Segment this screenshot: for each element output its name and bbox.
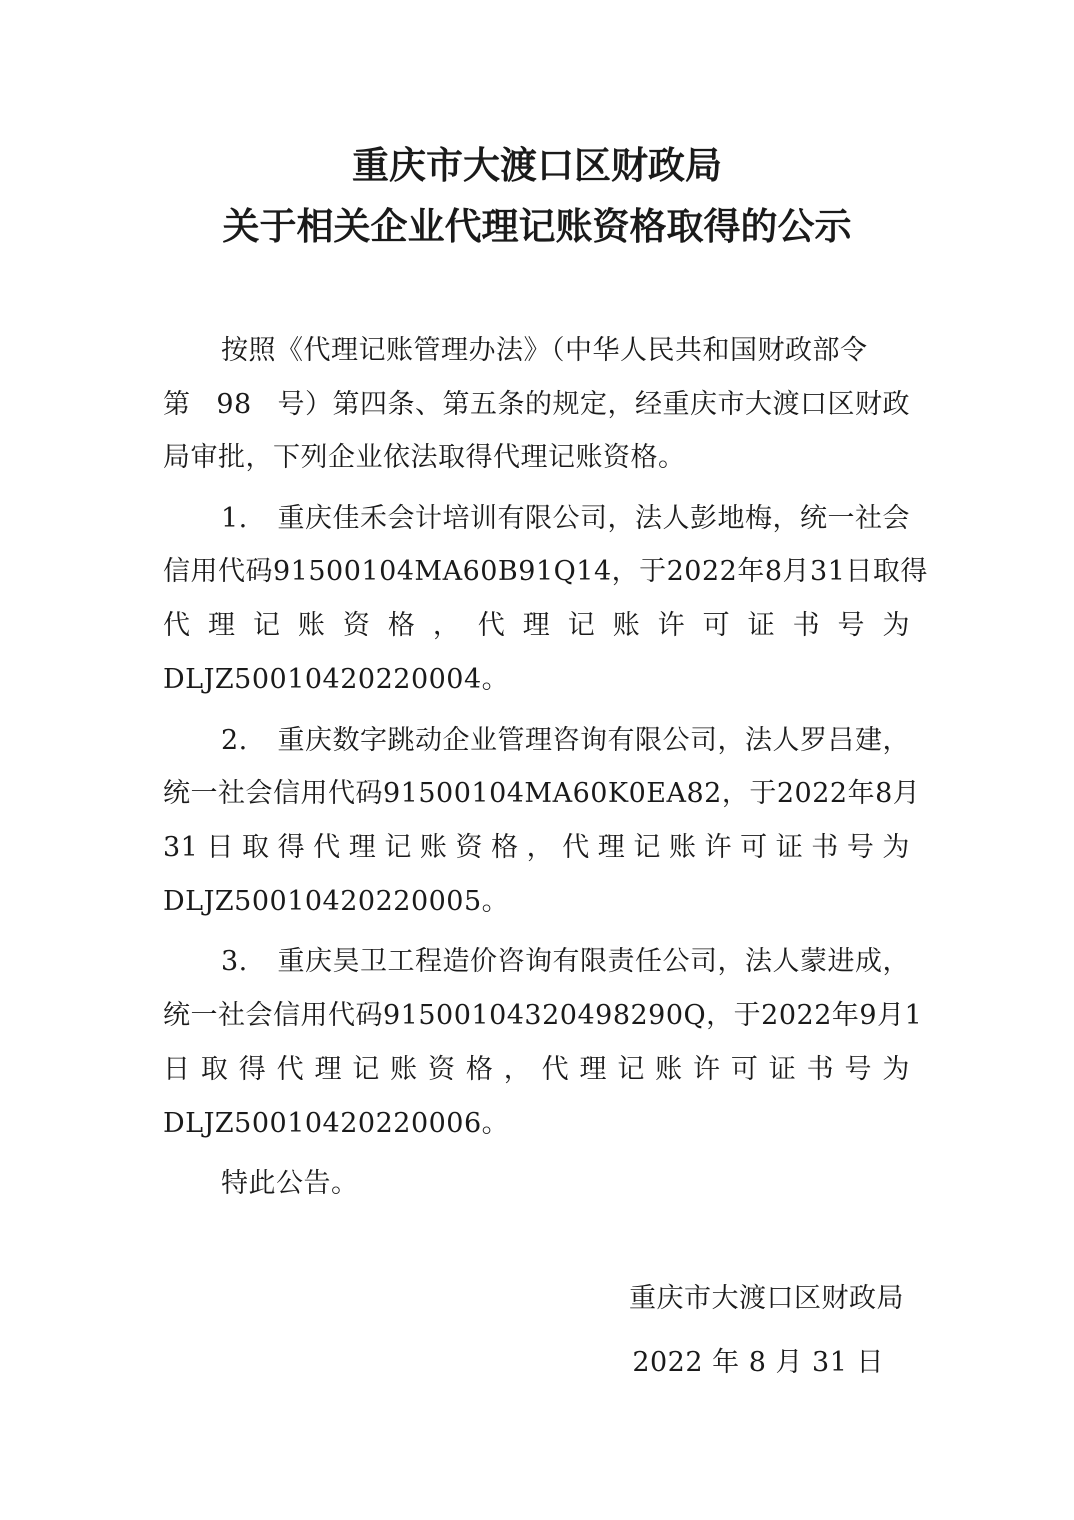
- item-2-line-3: 31 日 取 得 代 理 记 账 资 格 ， 代 理 记 账 许 可 证 书 号 为: [163, 832, 910, 863]
- intro-line-2: 第 98 号）第四条、第五条的规定，经重庆市大渡口区财政: [163, 389, 910, 420]
- item-1-line-3: 代 理 记 账 资 格 ， 代 理 记 账 许 可 证 书 号 为: [163, 610, 910, 641]
- item-1-line-2: 信用代码 91500104MA60B91Q14，于 2022 年 8 月 31 日取得: [163, 556, 928, 587]
- signature-org: 重庆市大渡口区财政局: [629, 1283, 904, 1314]
- item-2-line-1: 2. 重庆数字跳动企业管理咨询有限公司，法人罗吕建，: [221, 725, 910, 756]
- item-3-line-3: 日 取 得 代 理 记 账 资 格 ， 代 理 记 账 许 可 证 书 号 为: [163, 1054, 910, 1085]
- intro-line-1: 按照《代理记账管理办法》（中华人民共和国财政部令: [221, 335, 868, 366]
- title-line-2: 关于相关企业代理记账资格取得的公示: [222, 204, 852, 248]
- intro-line-3: 局审批，下列企业依法取得代理记账资格。: [163, 442, 686, 473]
- signature-date: 2022 年 8 月 31 日: [632, 1347, 884, 1378]
- item-3-line-4: DLJZ50010420220006。: [163, 1108, 510, 1139]
- item-1-line-1: 1. 重庆佳禾会计培训有限公司，法人彭地梅，统一社会: [221, 503, 910, 534]
- title-line-1: 重庆市大渡口区财政局: [352, 143, 722, 187]
- item-3-line-1: 3. 重庆昊卫工程造价咨询有限责任公司，法人蒙进成，: [221, 946, 910, 977]
- item-2-line-2: 统一社会信用代码 91500104MA60K0EA82，于 2022 年 8 月: [163, 778, 921, 809]
- closing-text: 特此公告。: [221, 1168, 359, 1199]
- item-1-line-4: DLJZ50010420220004。: [163, 664, 510, 695]
- item-2-line-4: DLJZ50010420220005。: [163, 886, 510, 917]
- item-3-line-2: 统一社会信用代码 91500104320498290Q，于 2022 年 9 月 1: [163, 1000, 923, 1031]
